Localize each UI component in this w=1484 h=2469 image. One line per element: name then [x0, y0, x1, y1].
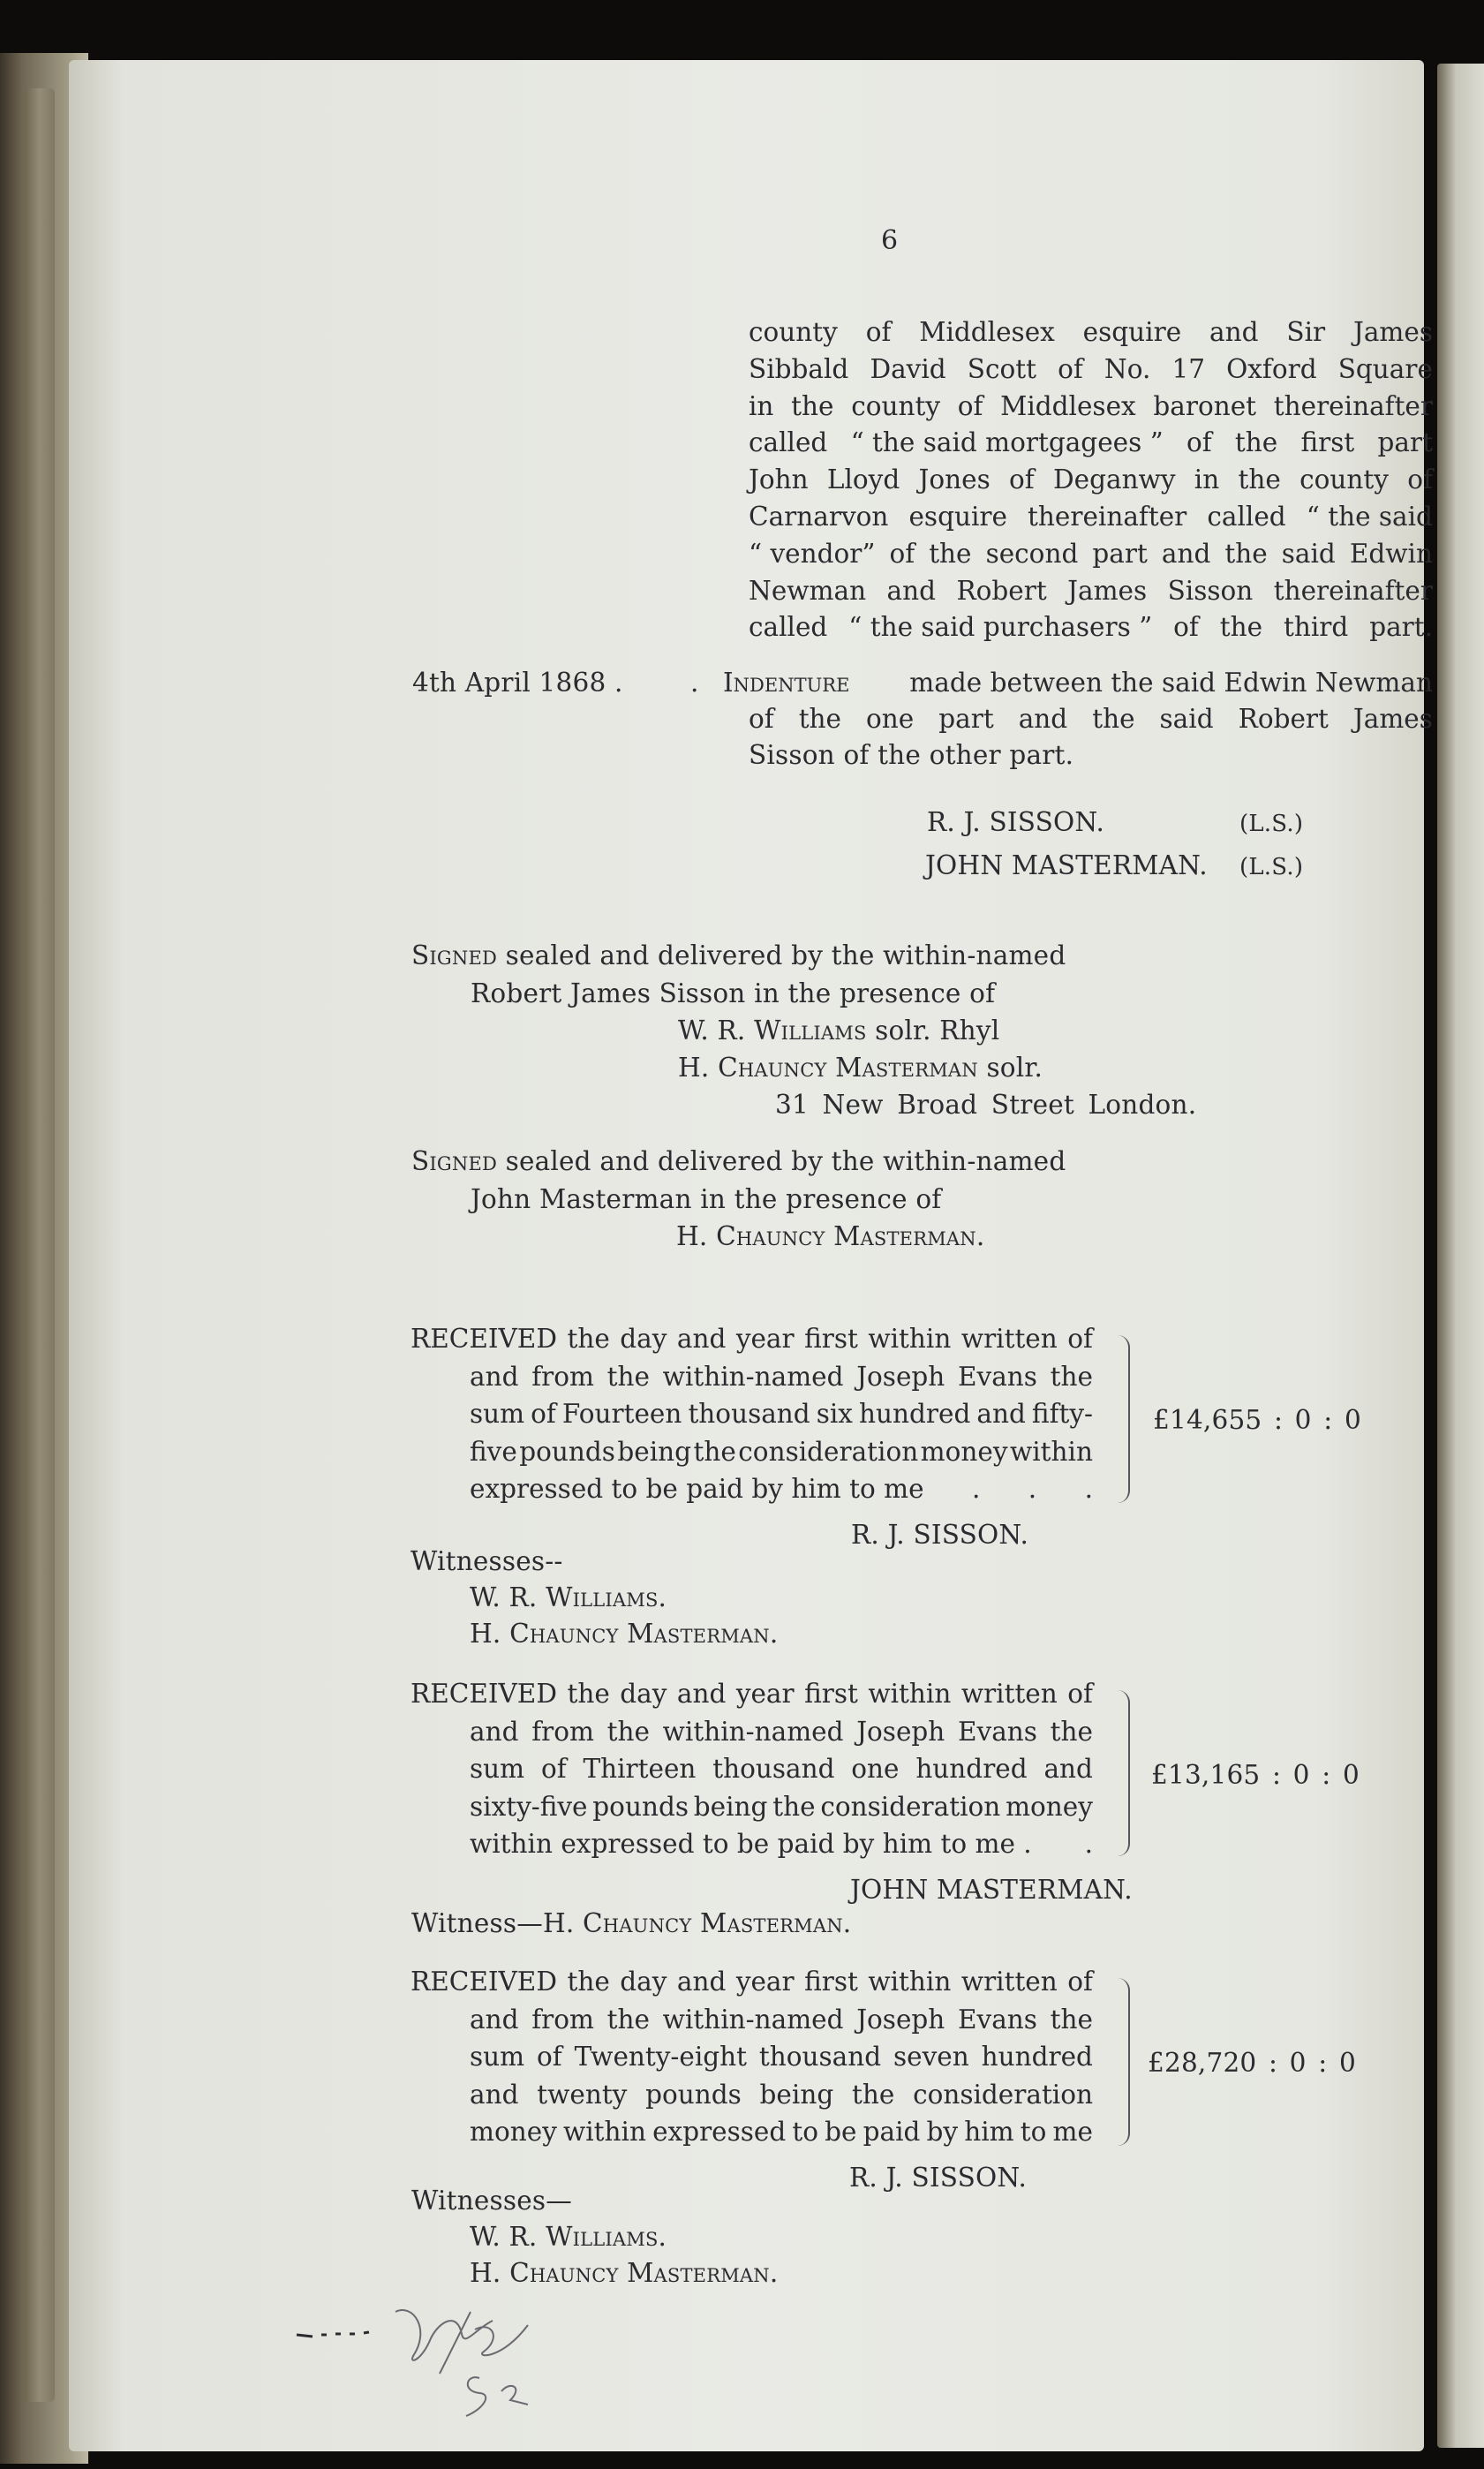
word: David — [870, 353, 946, 384]
word: pounds — [592, 1791, 689, 1822]
word: . — [1084, 1829, 1093, 1859]
word: Evans — [958, 1361, 1037, 1392]
word: esquire — [1082, 317, 1182, 347]
text-line — [749, 464, 1433, 495]
document-page — [69, 60, 1433, 2451]
word: “ vendor” — [749, 538, 876, 569]
word: thousand — [712, 1754, 835, 1784]
attestation-1-line-2: Robert James Sisson in the presence of — [471, 978, 996, 1008]
word: third — [1283, 612, 1349, 643]
word: within — [868, 1324, 952, 1354]
word: the — [567, 1679, 610, 1709]
word: Jones — [918, 464, 991, 495]
word: year — [735, 1324, 795, 1354]
text-line — [749, 706, 1433, 733]
word: year — [735, 1679, 795, 1709]
word: of — [1173, 612, 1199, 643]
word: and — [886, 575, 937, 606]
word: hundred — [915, 1754, 1028, 1784]
word: to — [792, 2117, 819, 2147]
word: Joseph — [856, 1361, 945, 1392]
word: of — [889, 538, 915, 569]
text-line — [749, 575, 1433, 606]
receipt-2-signer: JOHN MASTERMAN. — [850, 1875, 1133, 1905]
word: second — [985, 538, 1079, 569]
indenture-line-1-rest: made between the said Edwin Newman — [909, 668, 1433, 698]
word: sixty-five — [470, 1791, 588, 1822]
text-line — [749, 427, 1433, 458]
word: to — [1020, 2117, 1047, 2147]
word: of — [531, 1399, 556, 1429]
word: No. — [1104, 353, 1151, 384]
word: pounds — [519, 1436, 615, 1467]
word: part — [1092, 538, 1148, 569]
word: six — [816, 1399, 853, 1429]
word: sum — [470, 1399, 525, 1429]
pencil-scribble — [378, 2276, 607, 2453]
word: the — [606, 2004, 650, 2035]
word: written — [960, 1967, 1058, 1997]
word: the — [1050, 1716, 1093, 1747]
witness-name: W. R. Williams — [678, 1016, 867, 1046]
word: of — [1186, 427, 1212, 458]
word: of — [957, 390, 983, 421]
word: consideration — [913, 2079, 1093, 2110]
word: “ the said mortgagees ” — [850, 427, 1164, 458]
word: “ the said — [1306, 502, 1433, 532]
word: by — [926, 2117, 959, 2147]
word: RECEIVED — [411, 1679, 557, 1709]
word: day — [620, 1967, 667, 1997]
receipt-line — [470, 2044, 1093, 2071]
receipt-3-amount: £28,720 : 0 : 0 — [1148, 2048, 1356, 2078]
word: and — [470, 1361, 519, 1392]
word: year — [735, 1967, 795, 1997]
receipt-2-amount: £13,165 : 0 : 0 — [1151, 1760, 1360, 1790]
word: Evans — [958, 1716, 1037, 1747]
attestation-1-line-1 — [411, 940, 1066, 970]
word: and — [676, 1324, 727, 1354]
word: Sir — [1286, 317, 1326, 347]
word: . — [1084, 1474, 1093, 1504]
word: within — [562, 2117, 646, 2147]
word: of — [865, 317, 892, 347]
word: the — [693, 1436, 736, 1467]
signature-sisson: R. J. SISSON. — [927, 807, 1105, 837]
word: Thirteen — [583, 1754, 697, 1784]
word: the — [1219, 612, 1263, 643]
word: esquire — [908, 502, 1007, 532]
attestation-1-witness-1 — [678, 1018, 999, 1045]
text-line — [749, 353, 1433, 384]
word: and — [1209, 317, 1259, 347]
receipt-3-witness-1: W. R. Williams. — [470, 2222, 667, 2252]
word: of — [1407, 464, 1433, 495]
receipt-line — [470, 2119, 1093, 2146]
word: Newman — [749, 575, 867, 606]
word: Evans — [958, 2004, 1037, 2035]
receipt-line — [470, 1831, 1093, 1858]
page-number: 6 — [881, 225, 899, 256]
word: . — [1028, 1474, 1037, 1504]
indenture-date: 4th April 1868 . — [412, 668, 623, 698]
word: of — [1009, 464, 1035, 495]
word: Oxford — [1226, 353, 1317, 384]
word: of — [1058, 353, 1083, 384]
word: the — [772, 1791, 816, 1822]
word: sum — [470, 1754, 525, 1784]
word: part — [1377, 427, 1433, 458]
word: within-named — [662, 1716, 844, 1747]
receipt-3-witness-2: H. Chauncy Masterman. — [470, 2258, 779, 2288]
word: . — [971, 1474, 981, 1504]
attestation-2-witness: H. Chauncy Masterman. — [676, 1221, 985, 1251]
word: the — [1224, 538, 1268, 569]
signed-word: Signed — [411, 940, 498, 970]
word: expressed to be paid by him to me — [470, 1474, 924, 1504]
word: said — [1159, 704, 1214, 734]
receipt-1-witness-1: W. R. Williams. — [470, 1582, 667, 1612]
receipt-line — [470, 1791, 1093, 1822]
word: Sibbald — [749, 353, 849, 384]
word: pounds — [645, 2079, 742, 2110]
text-line — [749, 317, 1433, 347]
word: and — [1161, 538, 1211, 569]
word: the — [567, 1324, 610, 1354]
attestation-1-text: sealed and delivered by the within-named — [505, 940, 1066, 970]
word: money — [1006, 1791, 1093, 1822]
witness-name: H. Chauncy Masterman — [678, 1053, 978, 1083]
word: thousand — [758, 2042, 882, 2072]
signature-masterman: JOHN MASTERMAN. — [925, 850, 1208, 880]
word: the — [567, 1967, 610, 1997]
word: the — [1050, 2004, 1093, 2035]
word: of — [537, 2042, 562, 2072]
word: Joseph — [856, 1716, 945, 1747]
word: consideration — [820, 1791, 1001, 1822]
word: within-named — [662, 1361, 844, 1392]
word: within — [868, 1967, 952, 1997]
receipt-line — [470, 1361, 1093, 1392]
text-line — [749, 504, 1433, 531]
word: the — [1234, 427, 1278, 458]
word: the — [851, 2079, 895, 2110]
word: James — [1352, 704, 1433, 734]
word: 17 — [1171, 353, 1205, 384]
word: the — [791, 390, 834, 421]
word: said — [1281, 538, 1336, 569]
word: twenty — [537, 2079, 628, 2110]
word: one — [866, 704, 915, 734]
receipt-1-signer: R. J. SISSON. — [851, 1520, 1029, 1550]
word: called — [749, 427, 828, 458]
word: first — [1300, 427, 1355, 458]
receipt-line — [470, 2004, 1093, 2035]
receipt-line — [411, 1969, 1093, 1996]
attestation-1-witness-2 — [678, 1055, 1043, 1082]
word: the — [606, 1361, 650, 1392]
word: and — [676, 1967, 727, 1997]
receipt-line — [470, 2079, 1093, 2110]
word: being — [759, 2079, 834, 2110]
word: within-named — [662, 2004, 844, 2035]
receipt-1-brace — [1116, 1335, 1130, 1503]
word: the — [1050, 1361, 1093, 1392]
word: within expressed to be paid by him to me . — [470, 1829, 1032, 1859]
receipt-line — [470, 1476, 1093, 1503]
receipt-3-brace — [1116, 1978, 1130, 2146]
word: called — [1207, 502, 1286, 532]
word: from — [531, 1361, 594, 1392]
indenture-dot: . — [690, 668, 699, 698]
word: Robert — [956, 575, 1047, 606]
word: me — [1052, 2117, 1093, 2147]
word: the — [606, 1716, 650, 1747]
facing-page-edge — [1437, 64, 1484, 2448]
word: expressed — [652, 2117, 787, 2147]
word: within — [868, 1679, 952, 1709]
word: from — [531, 2004, 594, 2035]
word: sum — [470, 2042, 525, 2072]
word: and — [470, 2004, 519, 2035]
word: and — [676, 1679, 727, 1709]
word: Joseph — [856, 2004, 945, 2035]
spine-tape — [25, 88, 55, 2402]
word: from — [531, 1716, 594, 1747]
receipt-line — [411, 1326, 1093, 1353]
word: of — [749, 704, 774, 734]
receipt-1-witness-label: Witnesses-- — [411, 1546, 563, 1576]
word: written — [960, 1324, 1058, 1354]
text-line — [749, 538, 1433, 569]
word: the — [798, 704, 842, 734]
word: in — [749, 390, 774, 421]
word: hundred — [981, 2042, 1093, 2072]
word: thousand — [688, 1399, 810, 1429]
word: Deganwy — [1053, 464, 1176, 495]
word: of — [1067, 1324, 1093, 1354]
receipt-1-witness-2: H. Chauncy Masterman. — [470, 1619, 779, 1649]
receipt-line — [470, 1401, 1093, 1428]
word: Middlesex — [919, 317, 1055, 347]
receipt-line — [470, 1716, 1093, 1747]
receipt-line — [411, 1681, 1093, 1708]
word: day — [620, 1679, 667, 1709]
word: part. — [1369, 612, 1433, 643]
word: and — [1043, 1754, 1093, 1784]
word: of — [1067, 1967, 1093, 1997]
receipt-3-signer: R. J. SISSON. — [849, 2163, 1028, 2193]
seal-mark-1: (L.S.) — [1239, 811, 1304, 837]
word: James — [1353, 317, 1433, 347]
witness-suffix: solr. — [986, 1053, 1043, 1083]
seal-mark-2: (L.S.) — [1239, 854, 1304, 880]
word: thereinafter — [1273, 390, 1433, 421]
receipt-3-witness-label: Witnesses— — [411, 2186, 572, 2216]
word: seven — [893, 2042, 969, 2072]
word: consideration — [738, 1436, 919, 1467]
word: of — [540, 1754, 567, 1784]
word: “ the said purchasers ” — [848, 612, 1153, 643]
word: money — [470, 2117, 557, 2147]
word: Lloyd — [826, 464, 900, 495]
word: John — [749, 464, 809, 495]
witness-name: H. Chauncy Masterman. — [542, 1908, 852, 1938]
witness-suffix: solr. Rhyl — [875, 1016, 1000, 1046]
word: thereinafter — [1273, 575, 1433, 606]
word: James — [1067, 575, 1148, 606]
word: Scott — [967, 353, 1036, 384]
attestation-2-text: sealed and delivered by the within-named — [505, 1146, 1066, 1176]
word: in — [1194, 464, 1220, 495]
attestation-1-address: 31 New Broad Street London. — [775, 1090, 1197, 1120]
receipt-1-amount: £14,655 : 0 : 0 — [1153, 1405, 1361, 1435]
text-line — [749, 612, 1433, 643]
indenture-word: Indenture — [723, 668, 850, 698]
receipt-2-witness-line — [411, 1908, 852, 1938]
word: of — [1067, 1679, 1093, 1709]
word: county — [1299, 464, 1389, 495]
word: county — [749, 317, 838, 347]
attestation-2-line-2: John Masterman in the presence of — [471, 1184, 942, 1214]
receipt-line — [470, 1436, 1093, 1467]
attestation-2-line-1 — [411, 1146, 1066, 1176]
word: Fourteen — [561, 1399, 682, 1429]
word: Edwin — [1349, 538, 1433, 569]
word: county — [851, 390, 940, 421]
word: part — [938, 704, 994, 734]
word: the — [1238, 464, 1281, 495]
word: one — [851, 1754, 900, 1784]
word: five — [470, 1436, 517, 1467]
word: RECEIVED — [411, 1324, 557, 1354]
word: Sisson — [1167, 575, 1254, 606]
ink-dash-mark — [295, 2326, 401, 2344]
word: first — [804, 1967, 858, 1997]
word: and — [1018, 704, 1068, 734]
word: paid — [863, 2117, 921, 2147]
word: within — [1009, 1436, 1093, 1467]
word: Twenty-eight — [574, 2042, 748, 2072]
text-line — [749, 390, 1433, 421]
word: Middlesex — [1000, 390, 1136, 421]
word: him — [964, 2117, 1014, 2147]
word: RECEIVED — [411, 1967, 557, 1997]
word: written — [960, 1679, 1058, 1709]
word: called — [749, 612, 828, 643]
witness-label: Witness— — [411, 1908, 543, 1938]
word: thereinafter — [1028, 502, 1187, 532]
word: fifty- — [1031, 1399, 1093, 1429]
word: being — [693, 1791, 768, 1822]
word: money — [920, 1436, 1008, 1467]
indenture-line-1 — [723, 670, 1433, 697]
word: Square — [1337, 353, 1433, 384]
word: first — [804, 1324, 858, 1354]
word: be — [825, 2117, 857, 2147]
word: Robert — [1238, 704, 1329, 734]
receipt-line — [470, 1756, 1093, 1783]
word: hundred — [859, 1399, 971, 1429]
word: and — [470, 2079, 519, 2110]
word: and — [470, 1716, 519, 1747]
word: being — [617, 1436, 692, 1467]
receipt-2-brace — [1116, 1690, 1130, 1856]
word: day — [620, 1324, 667, 1354]
word: first — [804, 1679, 858, 1709]
word: the — [1092, 704, 1135, 734]
word: baronet — [1153, 390, 1257, 421]
word: Carnarvon — [749, 502, 889, 532]
signed-word: Signed — [411, 1146, 498, 1176]
word: and — [976, 1399, 1026, 1429]
indenture-line-3: Sisson of the other part. — [749, 740, 1074, 770]
word: the — [929, 538, 972, 569]
